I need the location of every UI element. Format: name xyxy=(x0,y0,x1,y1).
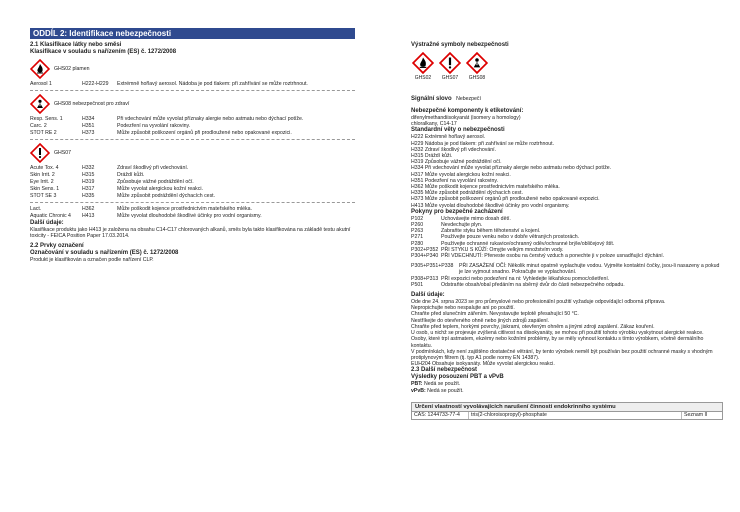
ghs08-row xyxy=(30,94,355,114)
flame-icon xyxy=(30,59,50,79)
hazard-row: Carc. 2 H351 Podezření na vyvolání rakoviny. xyxy=(30,123,191,129)
p-row: P305+P351+P338 PŘI ZASAŽENÍ OČÍ: Několik minut opatrně vyplachujte vodou. Vyjměte kontaktní čočky, jsou-li nasazeny a pokud je lze vyjmout snadno. Pokračujte ve vyplachování. xyxy=(411,263,720,276)
hazard-row: Acute Tox. 4 H332 Zdraví škodlivý při vdechování. xyxy=(30,165,189,171)
p-row: P260 Nevdechujte plyn. xyxy=(411,222,483,229)
pbt-title: Výsledky posouzení PBT a vPvB xyxy=(411,374,504,381)
health-hazard-icon xyxy=(466,52,488,74)
p-row: P501 Odstraňte obsah/obal předáním na sběrný dvůr do části nebezpečného odpadu. xyxy=(411,281,625,288)
ghs02-row xyxy=(30,59,355,79)
component: difenylmethandiisokyanát (isomery a homology) xyxy=(411,115,521,121)
ghs07-label: GHS07 xyxy=(54,150,72,156)
left-column xyxy=(30,0,355,264)
symbols-title: Výstražné symboly nebezpečnosti xyxy=(411,42,509,48)
health-hazard-icon xyxy=(30,94,50,114)
hazard-row: Skin Sens. 1 H317 Může vyvolat alergickou kožní reakci. xyxy=(30,186,203,192)
table-title: Určení vlastností vyvolávajících narušení činnosti endokrinního systému xyxy=(412,403,722,412)
symbol-ghs07: GHS07 xyxy=(438,52,462,81)
dalsi-line: Chraňte před slunečním zářením. Nevystavujte teplotě přesahující 50 °C. xyxy=(411,311,579,318)
h-line: H362 Může poškodit kojence prostřednictvím mateřského mléka. xyxy=(411,184,560,191)
s22-text: Produkt je klasifikován a označen podle nařízení CLP. xyxy=(30,257,154,264)
symbol-ghs08: GHS08 xyxy=(465,52,489,81)
dalsi-line: U osob, u nichž se projevuje zvýšená citlivost na diisokyanáty, se mohou při použití tohoto výrobku vyskytnout alergické reakce. xyxy=(411,330,704,337)
dalsi-text: Klasifikace produktu jako H413 je založena na obsahu C14-C17 chlorovaných alkanů, směs byla takto klasifikována na základě testu akutní toxicity - FEICA Position Paper 17.03.2014. xyxy=(30,227,351,240)
dalsi-line: V podmínkách, kdy není zajištěno dostatečné větrání, by tento výrobek neměl být používán bez použití ochranné masky s vhodným protiplynovým filtrem (tj. typ A1 podle normy EN 14387). xyxy=(411,348,713,361)
hazard-row: Lact. H362 Může poškodit kojence prostřednictvím mateřského mléka. xyxy=(30,206,252,212)
p-row: P302+P352 PŘI STYKU S KŮŽÍ: Omyjte velkým množstvím vody. xyxy=(411,246,564,253)
s22-heading: 2.2 Prvky označení xyxy=(30,243,84,250)
exclamation-icon xyxy=(30,143,50,163)
h-line: H317 Může vyvolat alergickou kožní reakci. xyxy=(411,171,511,178)
hazard-row: STOT RE 2 H373 Může způsobit poškození orgánů při prodloužené nebo opakované expozici. xyxy=(30,130,292,136)
h-line: H413 Může vyvolat dlouhodobé škodlivé účinky pro vodní organismy. xyxy=(411,202,570,209)
h-line: H335 Může způsobit podráždění dýchacích cest. xyxy=(411,190,523,197)
divider xyxy=(30,139,355,140)
h-title: Standardní věty o nebezpečnosti xyxy=(411,127,505,134)
endocrine-table xyxy=(411,402,723,420)
divider xyxy=(30,90,355,91)
component: chloralkany, C14-17 xyxy=(411,121,457,128)
section-title: ODDÍL 2: Identifikace nebezpečnosti xyxy=(30,28,355,39)
hazard-row: Aerosol 1 H222-H229 Extrémně hořlavý aerosol. Nádoba je pod tlakem: při zahřívání se může roztrhnout. xyxy=(30,81,308,87)
h-line: H222 Extrémně hořlavý aerosol. xyxy=(411,134,486,141)
dalsi-line: Chraňte před teplem, horkými povrchy, jiskrami, otevřeným ohněm a jinými zdroji zapálení. Zákaz kouření. xyxy=(411,323,655,330)
h-line: H319 Způsobuje vážné podráždění očí. xyxy=(411,159,502,166)
hazard-row: STOT SE 3 H335 Může způsobit podráždění dýchacích cest. xyxy=(30,193,216,199)
s22-subheading: Označování v souladu s nařízením (ES) č. 1272/2008 xyxy=(30,250,179,257)
dalsi-line: Nepropichujte nebo nespalujte ani po použití. xyxy=(411,305,515,312)
symbol-ghs02: GHS02 xyxy=(411,52,435,81)
p-row: P304+P340 PŘI VDECHNUTÍ: Přeneste osobu na čerstvý vzduch a ponechte ji v poloze usnadňující dýchání. xyxy=(411,253,665,260)
exclamation-icon xyxy=(439,52,461,74)
ghs08-label: GHS08 nebezpečnost pro zdraví xyxy=(54,101,130,107)
divider xyxy=(30,202,355,203)
table-row: CAS: 1244733-77-4 tris(2-chloroisopropyl)-phosphate Seznam II xyxy=(414,411,708,418)
dalsi-line: EUH204 Obsahuje isokyanáty. Může vyvolat alergickou reakci. xyxy=(411,361,555,368)
p-row: P102 Uchovávejte mimo dosah dětí. xyxy=(411,215,511,222)
hazard-row: Resp. Sens. 1 H334 Při vdechování může vyvolat příznaky alergie nebo astmatu nebo dýchací potíže. xyxy=(30,116,304,122)
ghs07-row xyxy=(30,143,355,163)
p-title: Pokyny pro bezpečné zacházení xyxy=(411,208,503,215)
hazard-row: Skin Irrit. 2 H315 Dráždí kůži. xyxy=(30,172,145,178)
h-line: H332 Zdraví škodlivý při vdechování. xyxy=(411,146,497,153)
p-row: P280 Používejte ochranné rukavice/ochranný oděv/ochranné brýle/obličejový štít. xyxy=(411,240,615,247)
p-row: P271 Používejte pouze venku nebo v dobře větraných prostorách. xyxy=(411,234,580,241)
dalsi-title-right: Další údaje: xyxy=(411,292,445,299)
h-line: H373 Může způsobit poškození orgánů při prodloužené nebo opakované expozici. xyxy=(411,196,600,203)
h-line: H229 Nádoba je pod tlakem: při zahřívání se může roztrhnout. xyxy=(411,140,555,147)
hazard-row: Eye Irrit. 2 H319 Způsobuje vážné podráždění očí. xyxy=(30,179,194,185)
dalsi-line: Ode dne 24. srpna 2023 se pro průmyslové nebo profesionální použití vyžaduje odpovídající odborná příprava. xyxy=(411,299,666,306)
dalsi-title: Další údaje: xyxy=(30,220,64,226)
dalsi-line: Osoby, které trpí astmatem, ekzémy nebo kožními problémy, by se měly vyhnout kontaktu s tímto výrobkem, včetně dermálního kontaktu. xyxy=(411,336,704,349)
signal-word: Signální slovo Nebezpečí xyxy=(411,96,481,102)
s21-heading: 2.1 Klasifikace látky nebo směsi xyxy=(30,42,122,48)
s23-title: 2.3 Další nebezpečnost xyxy=(411,367,478,374)
dalsi-line: Nestříkejte do otevřeného ohně nebo jiných zdrojů zapálení. xyxy=(411,317,550,324)
ghs02-label: GHS02 plamen xyxy=(54,66,90,72)
pbt-line: PBT: Nedá se použít. xyxy=(411,381,461,388)
p-row: P308+P313 PŘI expozici nebo podezření na ni: Vyhledejte lékařskou pomoc/ošetření. xyxy=(411,275,610,282)
s21-subheading: Klasifikace v souladu s nařízením (ES) č. 1272/2008 xyxy=(30,49,177,55)
h-line: H315 Dráždí kůži. xyxy=(411,153,453,160)
symbols-row xyxy=(411,52,723,81)
right-column xyxy=(411,0,723,420)
components-title: Nebezpečné komponenty k etiketování: xyxy=(411,108,524,114)
hazard-row: Aquatic Chronic 4 H413 Může vyvolat dlouhodobé škodlivé účinky pro vodní organismy. xyxy=(30,213,262,219)
h-line: H351 Podezření na vyvolání rakoviny. xyxy=(411,177,498,184)
p-row: P263 Zabraňte styku během těhotenství a kojení. xyxy=(411,228,541,235)
flame-icon xyxy=(412,52,434,74)
vpvb-line: vPvB: Nedá se použít. xyxy=(411,387,464,394)
h-line: H334 Při vdechování může vyvolat příznaky alergie nebo astmatu nebo dýchací potíže. xyxy=(411,165,612,172)
